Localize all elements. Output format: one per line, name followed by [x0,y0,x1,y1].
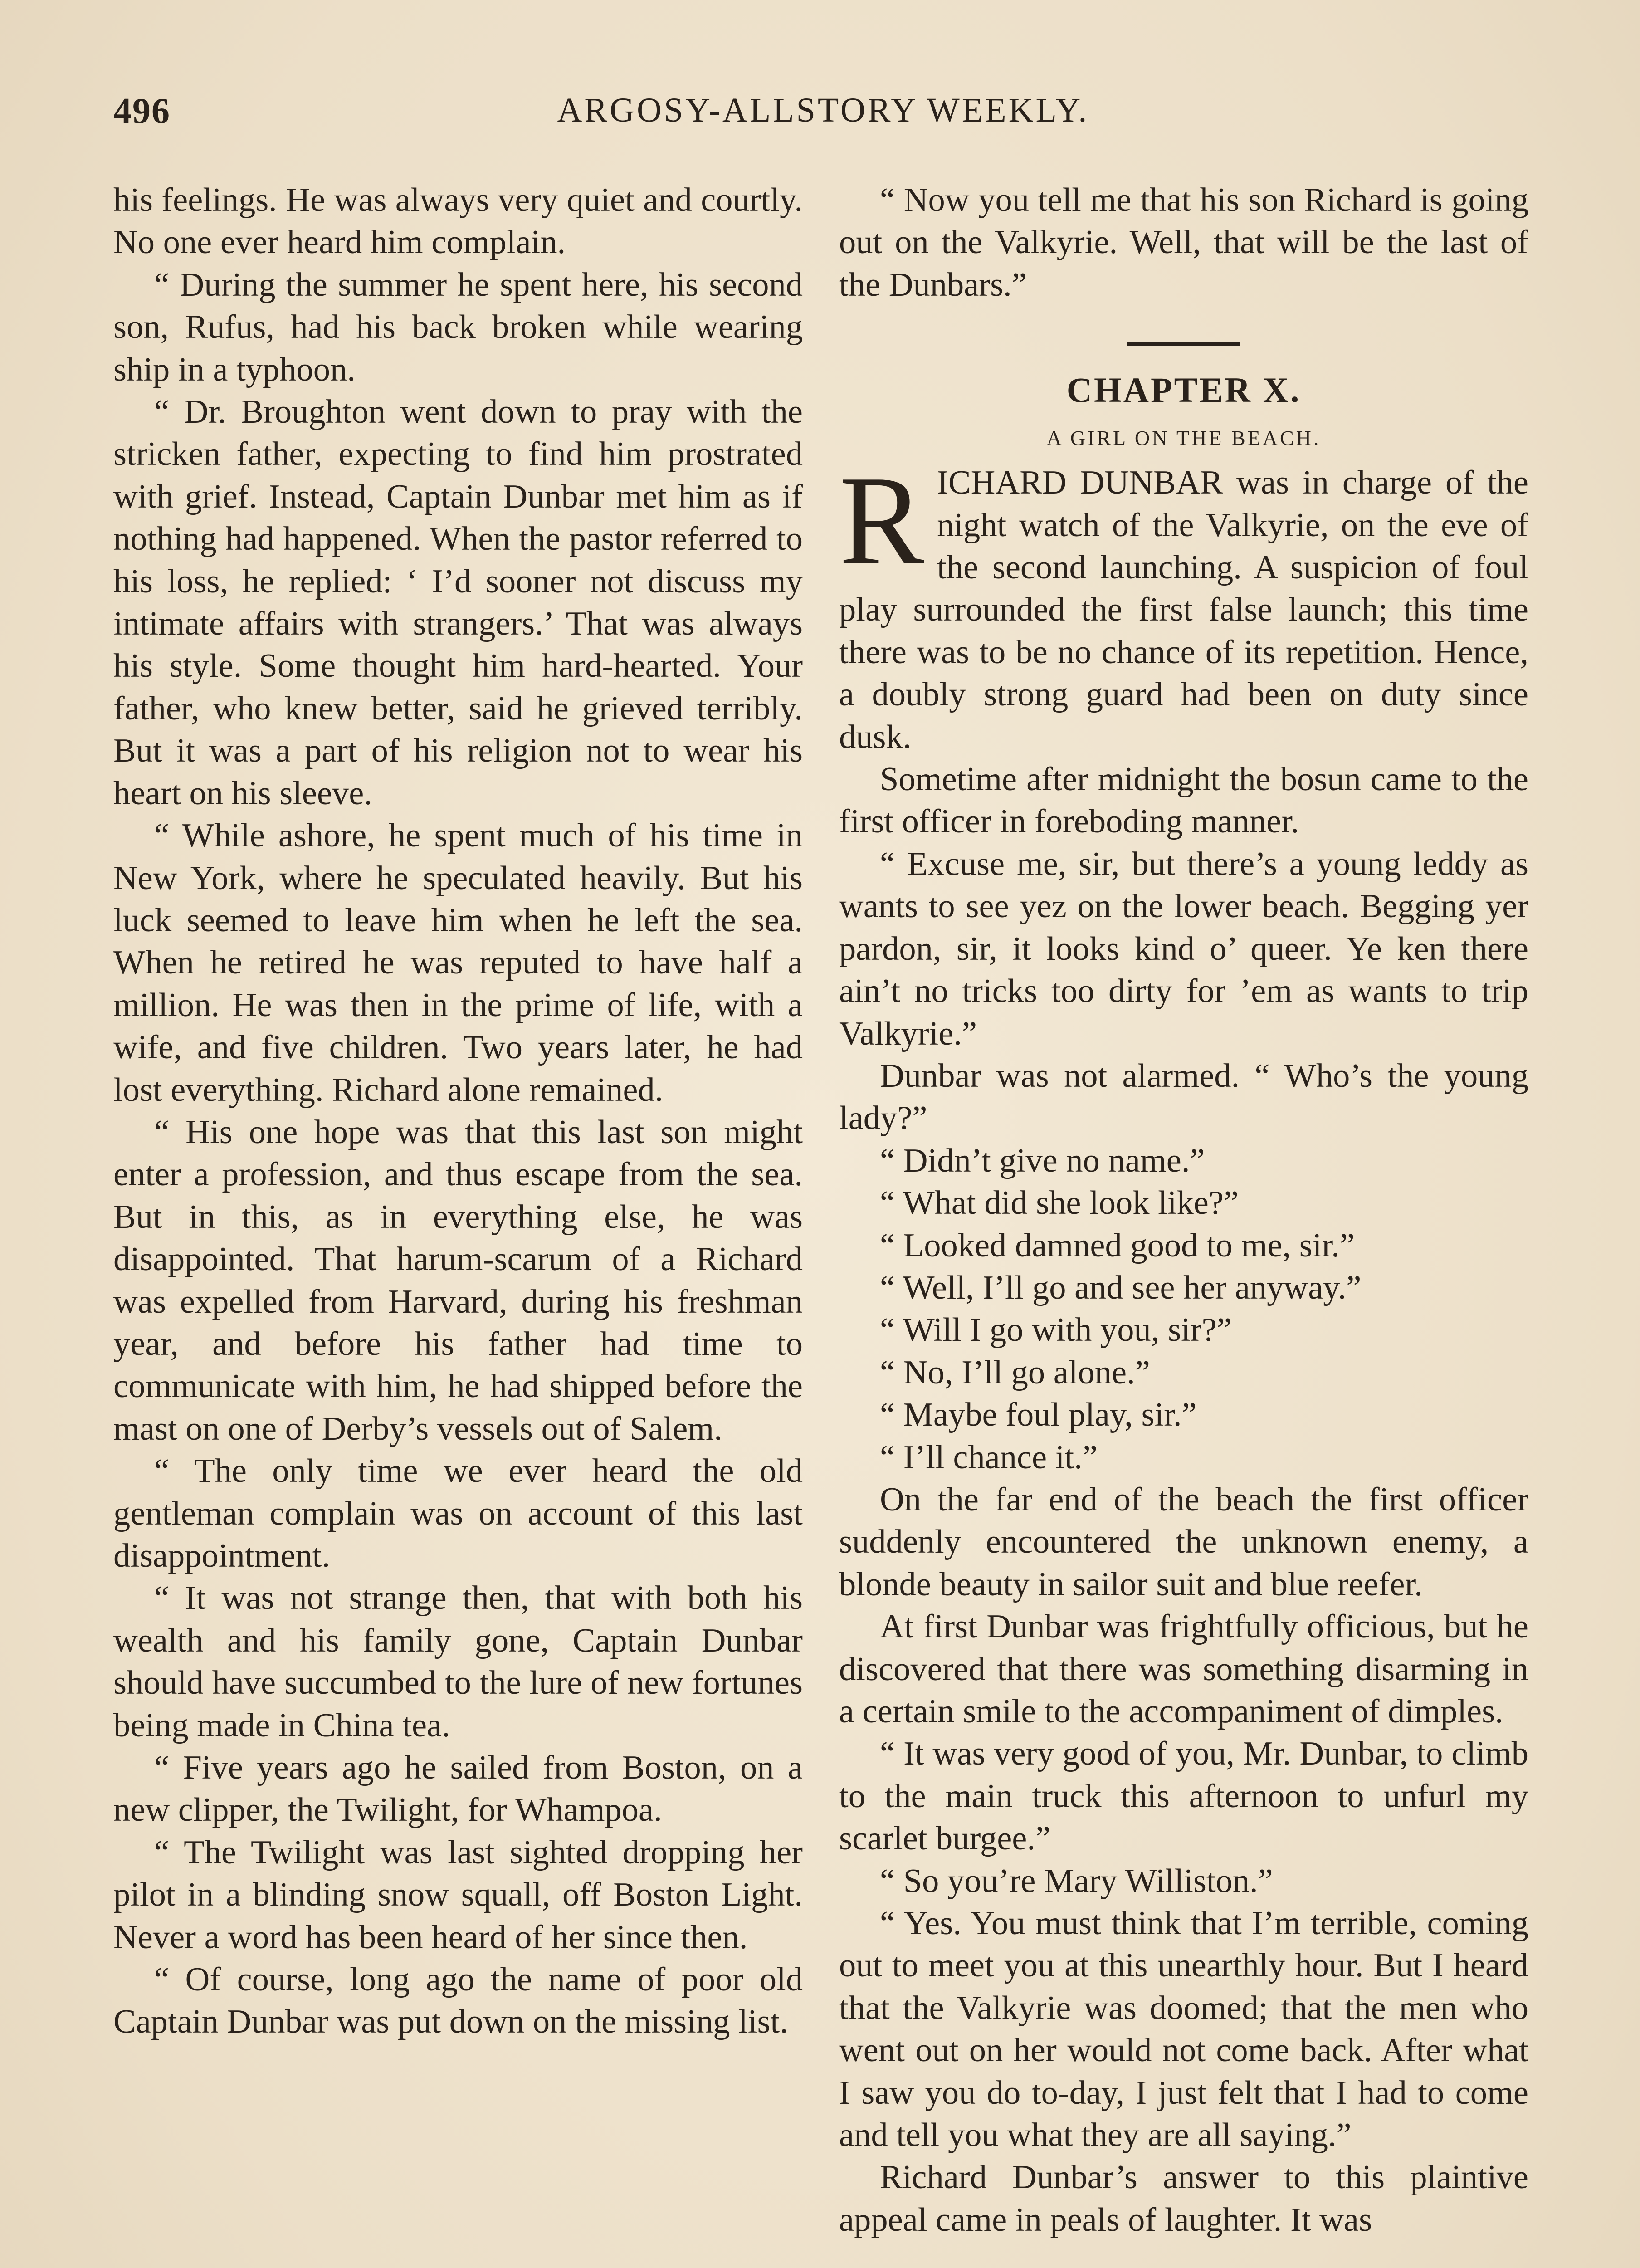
paragraph: On the far end of the beach the first officer suddenly encountered the unknown enemy, a blonde beauty in sailor suit and blue reefer. [839,1481,1528,1603]
paragraph: “ Maybe foul play, sir.” [880,1396,1197,1434]
paragraph: “ The Twilight was last sighted dropping her pilot in a blinding snow squall, off Boston Light. Never a word has been heard of her since then. [113,1833,803,1956]
opening-text: ICHARD DUNBAR was in charge of the night watch of the Valkyrie, on the eve of the second launching. A suspicion of foul play surrounded the first false launch; this time there was to be no chance of its repetition. Hence, a doubly strong guard had been on duty since dusk. [839,464,1528,756]
paragraph: “ No, I’ll go alone.” [880,1354,1150,1391]
chapter-subtitle: A GIRL ON THE BEACH. [1046,426,1321,450]
paragraph: “ It was very good of you, Mr. Dunbar, to climb to the main truck this afternoon to unfurl my scarlet burgee.” [839,1735,1528,1857]
paragraph: “ Dr. Broughton went down to pray with the stricken father, expecting to find him prostrated with grief. Instead, Captain Dunbar met him as if nothing had happened. When the pastor referred to his loss, he replied: ‘ I’d sooner not discuss my intimate affairs with strangers.’ That was always his style. Some thought him hard-hearted. Your father, who knew better, said he grieved terribly. But it was a part of his religion not to wear his heart on his sleeve. [113,393,803,812]
page-header [113,91,1533,141]
paragraph: Richard Dunbar’s answer to this plaintive appeal came in peals of laughter. It was [839,2159,1528,2239]
paragraph: “ It was not strange then, that with both his wealth and his family gone, Captain Dunbar should have succumbed to the lure of new fortunes being made in China tea. [113,1579,803,1744]
paragraph: At first Dunbar was frightfully officious, but he discovered that there was something disarming in a certain smile to the accompaniment of dimples. [839,1608,1528,1730]
paragraph: “ Now you tell me that his son Richard is going out on the Valkyrie. Well, that will be the last of the Dunbars.” [839,181,1528,303]
running-head: ARGOSY-ALLSTORY WEEKLY. [557,91,1089,129]
page-number: 496 [113,91,171,131]
paragraph: “ So you’re Mary Williston.” [880,1862,1273,1900]
paragraph: “ Well, I’ll go and see her anyway.” [880,1269,1362,1306]
paragraph: “ Yes. You must think that I’m terrible, coming out to meet you at this unearthly hour. But I heard that the Valkyrie was doomed; that the men who went out on her would not come back. After what I saw you do to-day, I just felt that I had to come and tell you what they are all saying.” [839,1905,1528,2154]
chapter-title: CHAPTER X. [1066,370,1301,410]
paragraph: “ I’ll chance it.” [880,1438,1098,1476]
paragraph: “ Five years ago he sailed from Boston, on a new clipper, the Twilight, for Whampoa. [113,1749,803,1829]
paragraph: “ Excuse me, sir, but there’s a young leddy as wants to see yez on the lower beach. Begging yer pardon, sir, it looks kind o’ queer. Ye ken there ain’t no tricks too dirty for ’em as wants to trip Valkyrie.” [839,845,1528,1052]
chapter-opening-paragraph [839,450,1528,758]
paragraph: “ Looked damned good to me, sir.” [880,1227,1355,1264]
paragraph: “ Will I go with you, sir?” [880,1311,1232,1349]
left-column [113,179,803,2043]
paragraph: “ During the summer he spent here, his second son, Rufus, had his back broken while wearing ship in a typhoon. [113,266,803,388]
paragraph: “ While ashore, he spent much of his time in New York, where he speculated heavily. But his luck seemed to leave him when he left the sea. When he retired he was reputed to have half a million. He was then in the prime of life, with a wife, and five children. Two years later, he had lost everything. Richard alone remained. [113,817,803,1109]
paragraph: “ The only time we ever heard the old gentleman complain was on account of this last disappointment. [113,1452,803,1574]
paragraph: “ Didn’t give no name.” [880,1142,1205,1179]
paragraph: “ What did she look like?” [880,1184,1239,1222]
paragraph: Sometime after midnight the bosun came to the first officer in foreboding manner. [839,761,1528,841]
section-divider [1127,342,1240,346]
drop-cap: R [839,450,925,591]
paragraph: Dunbar was not alarmed. “ Who’s the young lady?” [839,1057,1528,1137]
paragraph: his feelings. He was always very quiet and courtly. No one ever heard him complain. [113,181,803,261]
right-column [839,179,1528,2241]
paragraph: “ Of course, long ago the name of poor old Captain Dunbar was put down on the missing list. [113,1961,803,2041]
paragraph: “ His one hope was that this last son might enter a profession, and thus escape from the sea. But in this, as in everything else, he was disappointed. That harum-scarum of a Richard was expelled from Harvard, during his freshman year, and before his father had time to communicate with him, he had shipped before the mast on one of Derby’s vessels out of Salem. [113,1113,803,1447]
